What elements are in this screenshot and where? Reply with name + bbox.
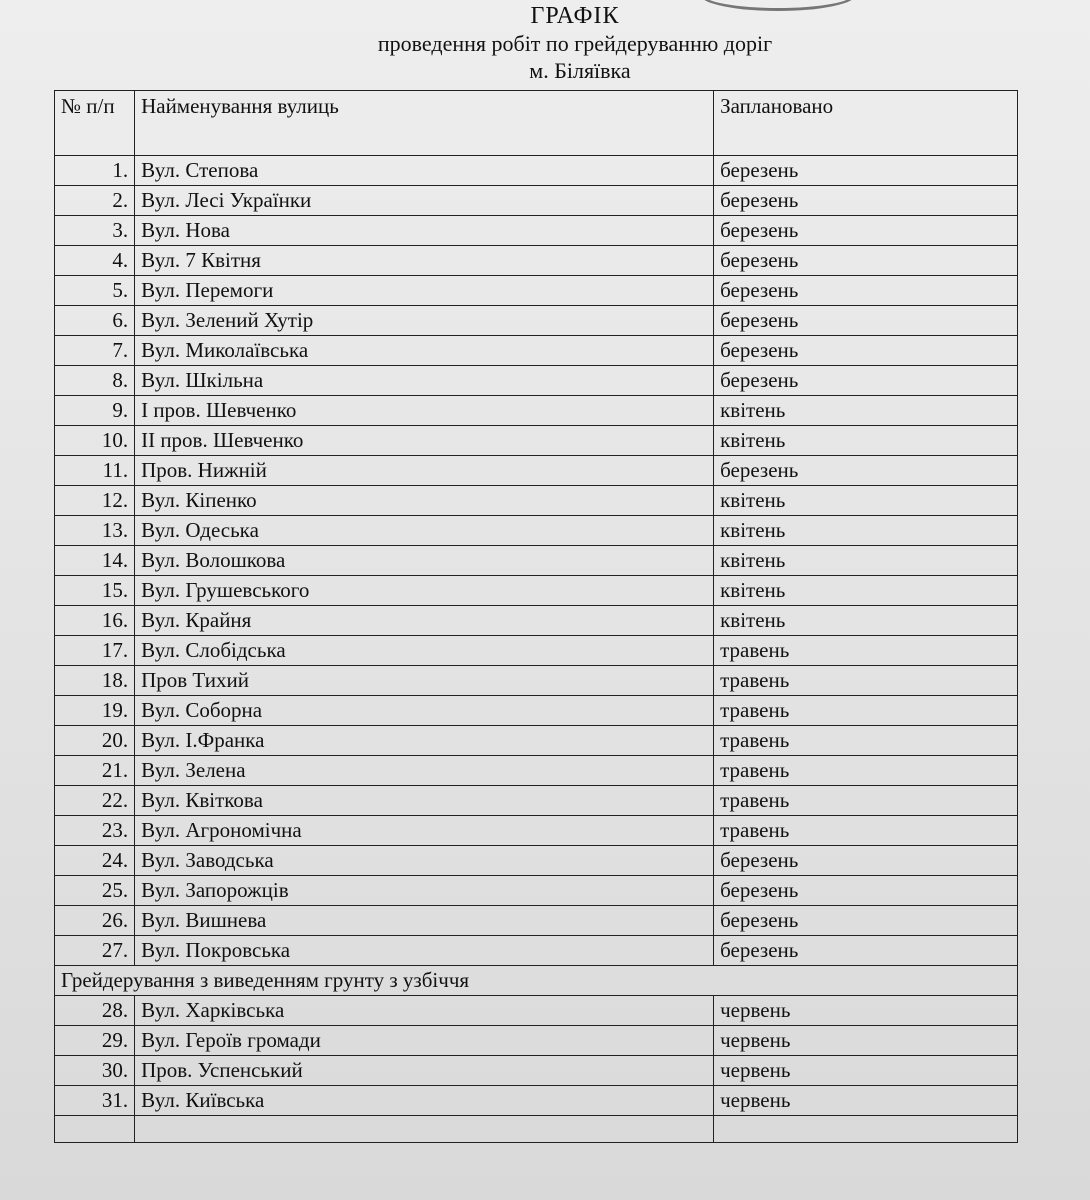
table-blank [55, 1116, 1018, 1143]
table-section [55, 966, 1018, 996]
row-planned: березень [714, 876, 1018, 906]
row-street: Вул. Лесі Українки [135, 186, 714, 216]
table-row [55, 726, 1018, 756]
row-planned: червень [714, 996, 1018, 1026]
row-planned: березень [714, 306, 1018, 336]
row-planned: червень [714, 1026, 1018, 1056]
table-row [55, 516, 1018, 546]
row-number: 10. [55, 426, 135, 456]
row-number: 2. [55, 186, 135, 216]
blank-cell [135, 1116, 714, 1143]
row-number: 26. [55, 906, 135, 936]
document-place: м. Біляївка [529, 58, 631, 83]
row-number: 16. [55, 606, 135, 636]
row-planned: березень [714, 336, 1018, 366]
row-number: 23. [55, 816, 135, 846]
row-planned: березень [714, 216, 1018, 246]
section-row [55, 966, 1018, 996]
row-planned: травень [714, 636, 1018, 666]
row-number: 24. [55, 846, 135, 876]
row-street: Вул. Покровська [135, 936, 714, 966]
table-row [55, 366, 1018, 396]
table-row [55, 816, 1018, 846]
table-row [55, 246, 1018, 276]
row-planned: березень [714, 276, 1018, 306]
row-street: Вул. І.Франка [135, 726, 714, 756]
table-row [55, 606, 1018, 636]
row-planned: травень [714, 726, 1018, 756]
row-number: 17. [55, 636, 135, 666]
row-number: 19. [55, 696, 135, 726]
row-street: ІІ пров. Шевченко [135, 426, 714, 456]
row-planned: квітень [714, 516, 1018, 546]
row-street: І пров. Шевченко [135, 396, 714, 426]
row-street: Пров. Нижній [135, 456, 714, 486]
row-street: Вул. Нова [135, 216, 714, 246]
row-planned: червень [714, 1086, 1018, 1116]
row-street: Вул. Шкільна [135, 366, 714, 396]
row-number: 18. [55, 666, 135, 696]
row-street: Вул. Квіткова [135, 786, 714, 816]
row-planned: квітень [714, 426, 1018, 456]
row-street: Вул. Вишнева [135, 906, 714, 936]
row-street: Пров. Успенський [135, 1056, 714, 1086]
section-label: Грейдерування з виведенням грунту з узбіччя [55, 966, 1018, 996]
blank-cell [714, 1116, 1018, 1143]
row-street: Вул. Запорожців [135, 876, 714, 906]
blank-cell [55, 1116, 135, 1143]
table-row [55, 216, 1018, 246]
row-number: 8. [55, 366, 135, 396]
row-number: 4. [55, 246, 135, 276]
row-number: 12. [55, 486, 135, 516]
row-number: 28. [55, 996, 135, 1026]
table-row [55, 666, 1018, 696]
row-street: Вул. Зелена [135, 756, 714, 786]
column-header-street: Найменування вулиць [135, 91, 714, 156]
row-planned: квітень [714, 486, 1018, 516]
row-number: 15. [55, 576, 135, 606]
table-row [55, 546, 1018, 576]
table-row [55, 456, 1018, 486]
row-number: 3. [55, 216, 135, 246]
blank-row [55, 1116, 1018, 1143]
row-planned: березень [714, 456, 1018, 486]
row-planned: травень [714, 756, 1018, 786]
row-number: 27. [55, 936, 135, 966]
column-header-number: № п/п [55, 91, 135, 156]
row-planned: квітень [714, 606, 1018, 636]
table-row [55, 756, 1018, 786]
table-row [55, 186, 1018, 216]
row-number: 31. [55, 1086, 135, 1116]
table-row [55, 1086, 1018, 1116]
row-number: 13. [55, 516, 135, 546]
row-planned: червень [714, 1056, 1018, 1086]
table-row [55, 996, 1018, 1026]
row-number: 1. [55, 156, 135, 186]
row-street: Вул. Соборна [135, 696, 714, 726]
row-street: Вул. Одеська [135, 516, 714, 546]
row-planned: березень [714, 906, 1018, 936]
row-street: Вул. Волошкова [135, 546, 714, 576]
row-street: Вул. Кіпенко [135, 486, 714, 516]
table-row [55, 786, 1018, 816]
table-row [55, 876, 1018, 906]
table-row [55, 906, 1018, 936]
table-body-secondary [55, 996, 1018, 1116]
table-row [55, 426, 1018, 456]
row-street: Вул. Слобідська [135, 636, 714, 666]
row-planned: березень [714, 936, 1018, 966]
row-number: 11. [55, 456, 135, 486]
row-street: Вул. 7 Квітня [135, 246, 714, 276]
row-planned: травень [714, 666, 1018, 696]
table-row [55, 396, 1018, 426]
row-number: 25. [55, 876, 135, 906]
row-number: 30. [55, 1056, 135, 1086]
row-planned: березень [714, 846, 1018, 876]
row-planned: березень [714, 246, 1018, 276]
row-number: 5. [55, 276, 135, 306]
row-planned: травень [714, 786, 1018, 816]
table-row [55, 576, 1018, 606]
table-header-row [55, 91, 1018, 156]
row-number: 6. [55, 306, 135, 336]
table-row [55, 936, 1018, 966]
table-row [55, 336, 1018, 366]
document-subtitle: проведення робіт по грейдеруванню доріг [377, 31, 773, 56]
table-row [55, 636, 1018, 666]
row-street: Вул. Агрономічна [135, 816, 714, 846]
row-street: Вул. Миколаївська [135, 336, 714, 366]
table-row [55, 696, 1018, 726]
row-street: Вул. Заводська [135, 846, 714, 876]
table-row [55, 1026, 1018, 1056]
row-street: Пров Тихий [135, 666, 714, 696]
document-header [0, 0, 1090, 84]
row-street: Вул. Перемоги [135, 276, 714, 306]
table-row [55, 1056, 1018, 1086]
table-body-main [55, 156, 1018, 966]
row-planned: березень [714, 366, 1018, 396]
column-header-planned: Заплановано [714, 91, 1018, 156]
row-planned: квітень [714, 546, 1018, 576]
table-row [55, 486, 1018, 516]
row-street: Вул. Грушевського [135, 576, 714, 606]
row-planned: березень [714, 186, 1018, 216]
row-street: Вул. Степова [135, 156, 714, 186]
row-street: Вул. Героїв громади [135, 1026, 714, 1056]
row-number: 14. [55, 546, 135, 576]
row-number: 21. [55, 756, 135, 786]
schedule-table [54, 90, 1018, 1143]
row-planned: травень [714, 816, 1018, 846]
row-planned: квітень [714, 576, 1018, 606]
row-planned: травень [714, 696, 1018, 726]
row-planned: квітень [714, 396, 1018, 426]
table-row [55, 156, 1018, 186]
row-street: Вул. Київська [135, 1086, 714, 1116]
document-title: ГРАФІК [530, 3, 620, 29]
row-street: Вул. Крайня [135, 606, 714, 636]
table-row [55, 846, 1018, 876]
row-planned: березень [714, 156, 1018, 186]
row-number: 20. [55, 726, 135, 756]
row-number: 29. [55, 1026, 135, 1056]
table-row [55, 276, 1018, 306]
row-number: 22. [55, 786, 135, 816]
row-street: Вул. Харківська [135, 996, 714, 1026]
row-number: 7. [55, 336, 135, 366]
row-street: Вул. Зелений Хутір [135, 306, 714, 336]
row-number: 9. [55, 396, 135, 426]
table-row [55, 306, 1018, 336]
